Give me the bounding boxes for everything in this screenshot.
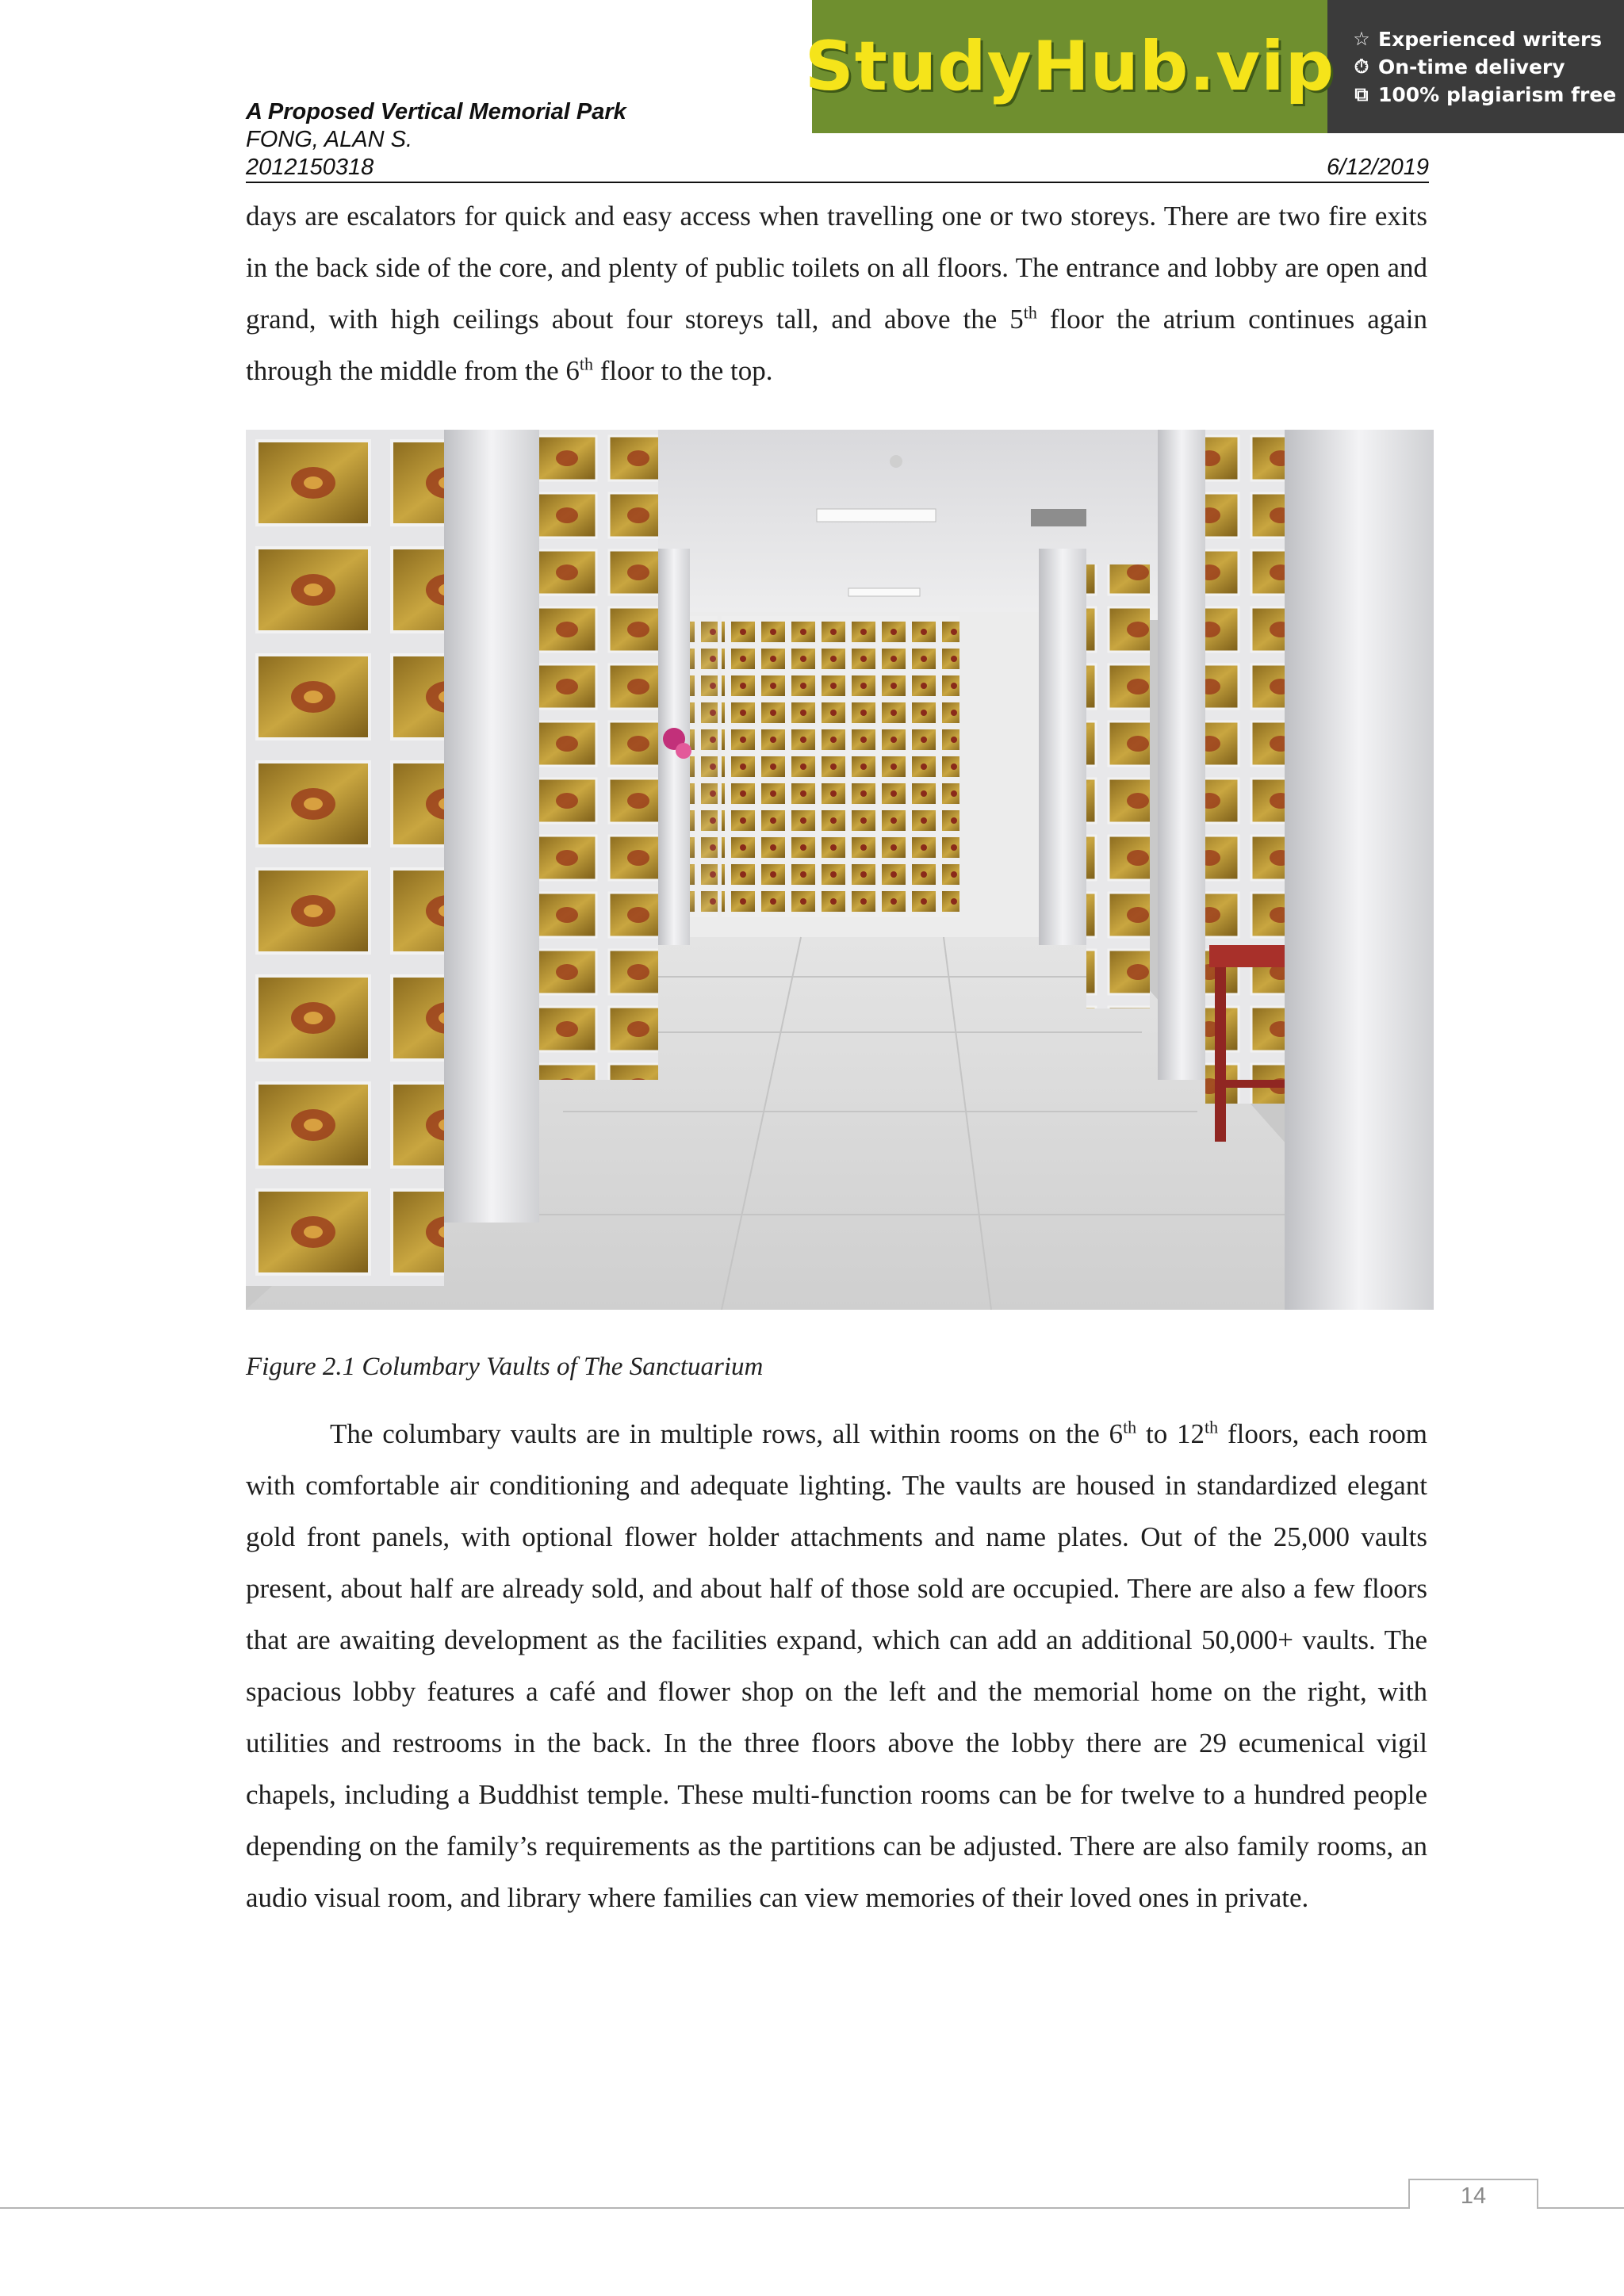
feature-experienced-writers (1351, 28, 1624, 51)
text-run: floor the atrium continues again through the middle from the 6 (246, 304, 1428, 386)
text-run: floors, each room with comfortable air conditioning and adequate lighting. The vaults are housed in standardized elegant gold front panels, with optional flower holder attachments and name plates. Out of the 25,000 vaults present, about half are already sold, and about half of those sold are occupied. There are also a few floors that are awaiting development as the facilities expand, which can add an additional 50,000+ vaults. The spacious lobby features a café and flower shop on the left and the memorial home on the right, with utilities and restrooms in the back. In the three floors above the lobby there are 29 ecumenical vigil chapels, including a Buddhist temple. These multi-function rooms can be for twelve to a hundred people depending on the family’s requirements as the partitions can be adjusted. There are also family rooms, an audio visual room, and library where families can view memories of their loved ones in private. (246, 1418, 1428, 1913)
superscript: th (1205, 1417, 1219, 1437)
body-paragraph-1 (246, 190, 1427, 396)
brand-logo: StudyHub.vip (804, 27, 1335, 106)
superscript: th (1023, 302, 1037, 323)
header-id-date-row (246, 154, 1429, 183)
columbarium-photo (246, 430, 1434, 1310)
superscript: th (579, 354, 594, 374)
running-header (246, 98, 1429, 183)
figure-caption: Figure 2.1 Columbary Vaults of The Sanctuarium (246, 1353, 764, 1381)
student-id: 2012150318 (246, 155, 374, 180)
star-icon: ☆ (1353, 28, 1370, 50)
clock-icon: ⏱ (1354, 55, 1369, 78)
copy-icon: ⧉ (1354, 83, 1369, 105)
footer-rule (0, 2207, 1624, 2209)
feature-label: On-time delivery (1378, 55, 1565, 78)
text-run: days are escalators for quick and easy access when travelling one or two storeys. There are two fire exits in the back side of the core, and plenty of public toilets on all floors. The entrance and lobby are open and grand, with high ceilings about four storeys tall, and above the 5 (246, 201, 1427, 335)
document-title: A Proposed Vertical Memorial Park (246, 99, 626, 124)
author-name: FONG, ALAN S. (246, 127, 413, 152)
feature-label: Experienced writers (1378, 27, 1603, 51)
text-run: floor to the top. (593, 355, 773, 386)
text-run: The columbary vaults are in multiple rows, all within rooms on the 6 (330, 1418, 1124, 1449)
feature-on-time-delivery (1351, 55, 1624, 78)
superscript: th (1123, 1417, 1137, 1437)
text-run: to 12 (1136, 1418, 1205, 1449)
body-paragraph-2 (246, 1408, 1427, 1923)
page-number: 14 (1408, 2179, 1538, 2209)
document-date: 6/12/2019 (1326, 155, 1429, 180)
feature-label: 100% plagiarism free (1378, 82, 1617, 106)
